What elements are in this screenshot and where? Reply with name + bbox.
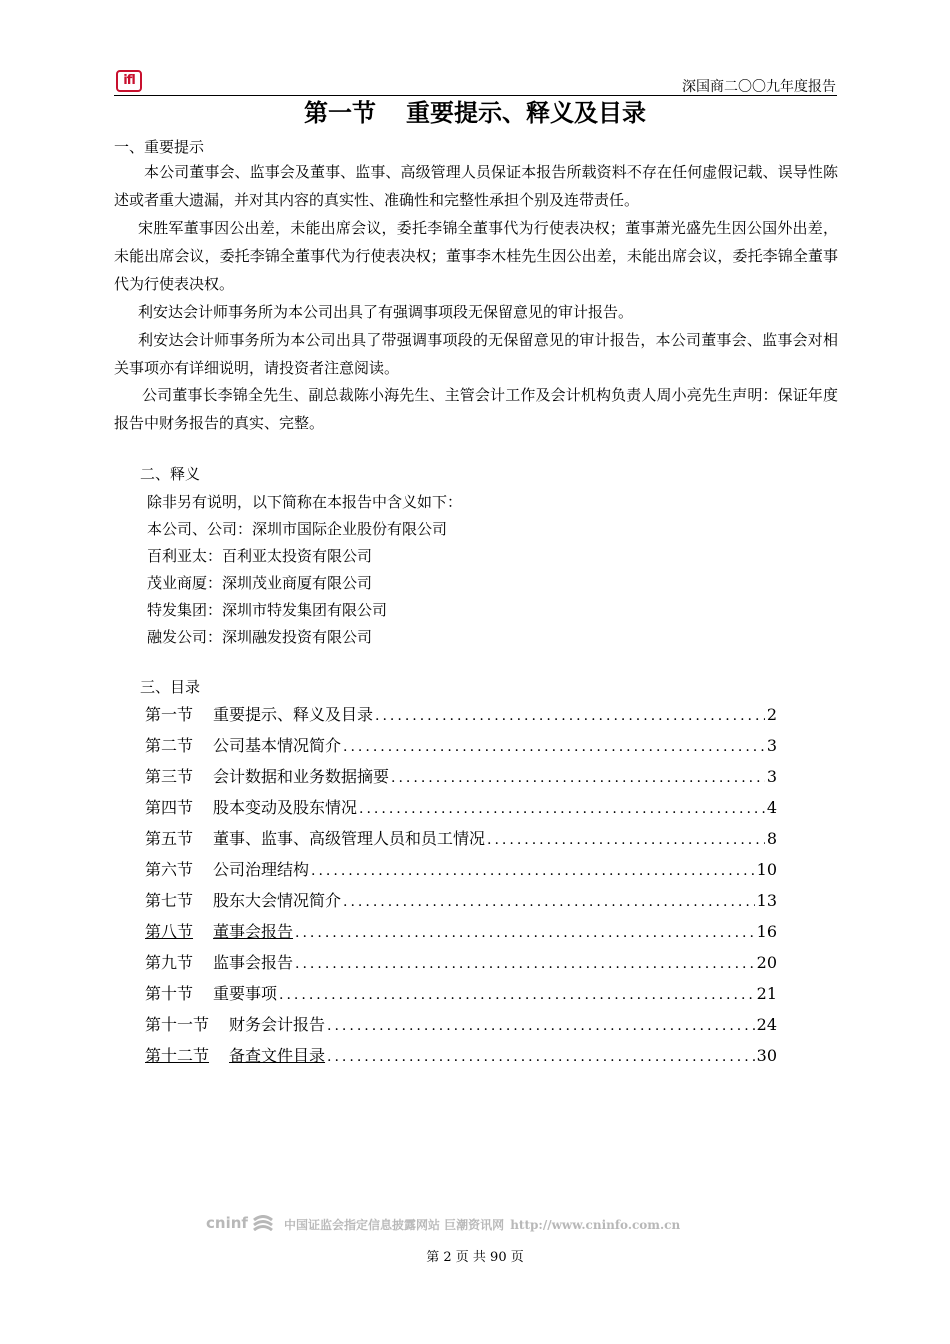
definition-term: 茂业商厦：: [147, 574, 223, 592]
footer-url[interactable]: http://www.cninfo.com.cn: [510, 1218, 681, 1232]
toc-entry-3[interactable]: [145, 766, 777, 788]
toc-entry-4[interactable]: [145, 797, 777, 819]
toc-leader: [295, 922, 755, 944]
toc-leader: [343, 736, 765, 758]
important-notice-heading: 一、重要提示: [114, 138, 205, 156]
definition-item: [147, 600, 387, 620]
definition-item: [147, 519, 447, 539]
page-title: [0, 98, 950, 128]
toc-leader: [487, 829, 765, 851]
toc-section: 第四节: [145, 798, 194, 817]
definition-term: 特发集团：: [147, 601, 223, 619]
toc-page: 2: [766, 705, 777, 724]
toc-entry-10[interactable]: [145, 983, 777, 1005]
toc-title: 会计数据和业务数据摘要: [213, 767, 390, 786]
page-number: 第 2 页 共 90 页: [426, 1250, 524, 1265]
toc-leader: [279, 984, 755, 1006]
toc-page: 8: [766, 829, 777, 848]
toc-section: 第八节: [145, 922, 194, 941]
definition-item: [147, 627, 372, 647]
toc-leader: [311, 860, 755, 882]
definition-meaning: 深圳市特发集团有限公司: [222, 601, 388, 619]
toc-title: 公司基本情况简介: [213, 736, 342, 755]
definition-meaning: 深圳茂业商厦有限公司: [222, 574, 373, 592]
definition-meaning: 百利亚太投资有限公司: [222, 547, 373, 565]
definitions-heading: 二、释义: [140, 465, 201, 483]
footer-site-name: 中国证监会指定信息披露网站 巨潮资讯网: [284, 1218, 505, 1232]
toc-section: 第十一节: [145, 1015, 210, 1034]
toc-leader: [343, 891, 755, 913]
toc-page: 20: [756, 953, 777, 972]
toc-page: 3: [766, 767, 777, 786]
toc-leader: [375, 705, 765, 727]
toc-section: 第五节: [145, 829, 194, 848]
toc-page: 3: [766, 736, 777, 755]
footer-site-info: [284, 1216, 680, 1233]
report-header-title: 深国商二〇〇九年度报告: [682, 79, 836, 95]
cninfo-brand: cninf: [206, 1214, 248, 1232]
toc-leader: [295, 953, 755, 975]
cninfo-logo: [206, 1214, 278, 1232]
toc-leader: [327, 1015, 755, 1037]
important-paragraph-4: 利安达会计师事务所为本公司出具了带强调事项段的无保留意见的审计报告，本公司董事会、监事会对相关事项亦有详细说明，请投资者注意阅读。: [114, 331, 838, 377]
toc-page: 24: [756, 1015, 777, 1034]
toc-heading: 三、目录: [140, 678, 201, 696]
toc-entry-11[interactable]: [145, 1014, 777, 1036]
important-paragraph-5: 公司董事长李锦全先生、副总裁陈小海先生、主管会计工作及会计机构负责人周小亮先生声明：保证年度报告中财务报告的真实、完整。: [114, 386, 838, 432]
toc-page: 30: [756, 1046, 777, 1065]
toc-entry-8[interactable]: [145, 921, 777, 943]
toc-title: 监事会报告: [213, 953, 294, 972]
toc-entry-6[interactable]: [145, 859, 777, 881]
toc-title: 董事、监事、高级管理人员和员工情况: [213, 829, 486, 848]
definition-item: [147, 573, 372, 593]
toc-title: 公司治理结构: [213, 860, 310, 879]
definition-term: 融发公司：: [147, 628, 223, 646]
toc-entry-12[interactable]: [145, 1045, 777, 1067]
important-paragraph-2: 宋胜军董事因公出差，未能出席会议，委托李锦全董事代为行使表决权；董事萧光盛先生因公国外出差，未能出席会议，委托李锦全董事代为行使表决权；董事李木桂先生因公出差，未能出席会议，委托李锦全董事代为行使表决权。: [114, 219, 838, 293]
toc-title: 财务会计报告: [229, 1015, 326, 1034]
toc-section: 第七节: [145, 891, 194, 910]
page-title-section: 第一节: [304, 99, 376, 127]
toc-section: 第三节: [145, 767, 194, 786]
toc-page: 4: [766, 798, 777, 817]
toc-section: 第一节: [145, 705, 194, 724]
toc-page: 13: [756, 891, 777, 910]
page-title-name: 重要提示、释义及目录: [406, 99, 646, 127]
company-logo: ifl: [116, 70, 142, 92]
toc-page: 16: [756, 922, 777, 941]
definitions-intro: 除非另有说明，以下简称在本报告中含义如下：: [147, 493, 463, 511]
toc-page: 10: [756, 860, 777, 879]
important-paragraph-3: 利安达会计师事务所为本公司出具了有强调事项段无保留意见的审计报告。: [138, 303, 634, 321]
toc-entry-9[interactable]: [145, 952, 777, 974]
definition-item: [147, 546, 372, 566]
toc-title: 股本变动及股东情况: [213, 798, 358, 817]
toc-entry-5[interactable]: [145, 828, 777, 850]
definition-meaning: 深圳市国际企业股份有限公司: [252, 520, 448, 538]
toc-section: 第六节: [145, 860, 194, 879]
definition-term: 百利亚太：: [147, 547, 223, 565]
toc-page: 21: [756, 984, 777, 1003]
toc-title: 重要提示、释义及目录: [213, 705, 374, 724]
toc-entry-2[interactable]: [145, 735, 777, 757]
toc-title: 备查文件目录: [229, 1046, 326, 1065]
definition-meaning: 深圳融发投资有限公司: [222, 628, 373, 646]
toc-title: 股东大会情况简介: [213, 891, 342, 910]
cninfo-swirl-icon: [252, 1215, 274, 1231]
toc-title: 重要事项: [213, 984, 278, 1003]
toc-section: 第二节: [145, 736, 194, 755]
toc-title: 董事会报告: [213, 922, 294, 941]
toc-leader: [327, 1046, 755, 1068]
toc-section: 第九节: [145, 953, 194, 972]
toc-section: 第十节: [145, 984, 194, 1003]
toc-entry-1[interactable]: [145, 704, 777, 726]
toc-entry-7[interactable]: [145, 890, 777, 912]
important-paragraph-1: 本公司董事会、监事会及董事、监事、高级管理人员保证本报告所载资料不存在任何虚假记载、误导性陈述或者重大遗漏，并对其内容的真实性、准确性和完整性承担个别及连带责任。: [114, 163, 838, 209]
toc-leader: [359, 798, 765, 820]
toc-leader: [391, 767, 765, 789]
header-divider: [114, 95, 837, 96]
toc-section: 第十二节: [145, 1046, 210, 1065]
definition-term: 本公司、公司：: [147, 520, 253, 538]
